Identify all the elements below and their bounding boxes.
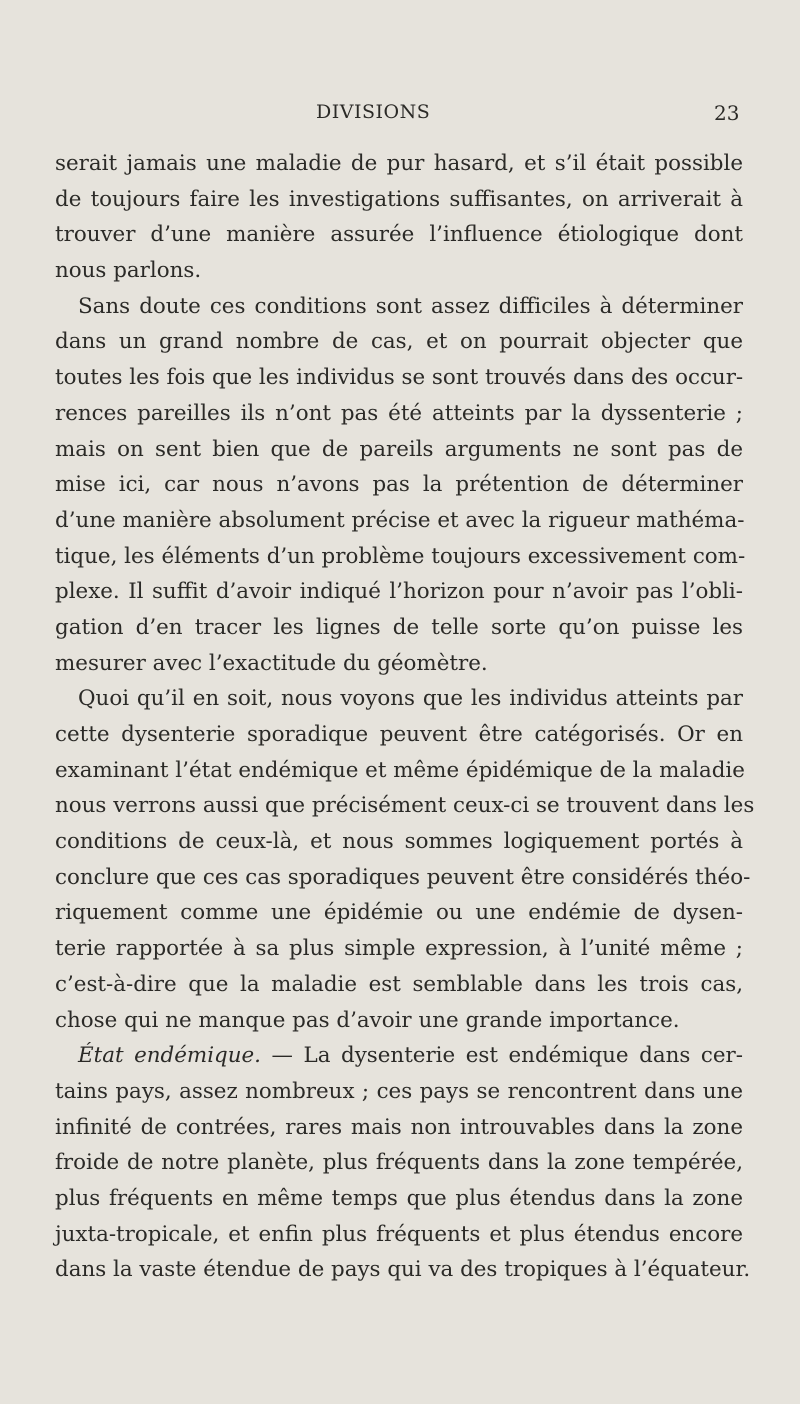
section-heading: État endémique. xyxy=(78,1043,261,1069)
page-number: 23 xyxy=(714,101,740,125)
text-line: infinité de contrées, rares mais non introuvables dans la zone xyxy=(55,1114,743,1140)
text-line: Sans doute ces conditions sont assez difficiles à déterminer xyxy=(78,293,743,319)
text-line: conclure que ces cas sporadiques peuvent être considérés théo- xyxy=(55,864,751,890)
text-line: dans la vaste étendue de pays qui va des tropiques à l’équateur. xyxy=(55,1257,751,1283)
text-line: froide de notre planète, plus fréquents dans la zone tempérée, xyxy=(55,1150,743,1176)
text-line: juxta-tropicale, et enfin plus fréquents et plus étendus encore xyxy=(55,1221,743,1247)
text-line: rences pareilles ils n’ont pas été atteints par la dyssenterie ; xyxy=(55,400,743,426)
text-line: c’est-à-dire que la maladie est semblable dans les trois cas, xyxy=(55,971,743,997)
text-line: d’une manière absolument précise et avec la rigueur mathéma- xyxy=(55,507,745,533)
text-line: de toujours faire les investigations suffisantes, on arriverait à xyxy=(55,186,743,212)
text-line: plus fréquents en même temps que plus étendus dans la zone xyxy=(55,1185,743,1211)
text-line: tains pays, assez nombreux ; ces pays se rencontrent dans une xyxy=(55,1078,743,1104)
text-line: toutes les fois que les individus se sont trouvés dans des occur- xyxy=(55,365,744,391)
text-line: examinant l’état endémique et même épidémique de la maladie xyxy=(55,757,745,783)
text-line: mais on sent bien que de pareils arguments ne sont pas de xyxy=(55,436,743,462)
text-line: tique, les éléments d’un problème toujours excessivement com- xyxy=(55,543,746,569)
text-line: Quoi qu’il en soit, nous voyons que les individus atteints par xyxy=(78,686,743,712)
text-line: serait jamais une maladie de pur hasard, et s’il était possible xyxy=(55,151,743,176)
body-text xyxy=(55,146,755,1288)
text-line: mesurer avec l’exactitude du géomètre. xyxy=(55,650,488,676)
text-line: cette dysenterie sporadique peuvent être catégorisés. Or en xyxy=(55,722,743,747)
text-line: plexe. Il suffit d’avoir indiqué l’horizon pour n’avoir pas l’obli- xyxy=(55,579,743,605)
text-line: chose qui ne manque pas d’avoir une grande importance. xyxy=(55,1007,680,1033)
text-line: nous verrons aussi que précisément ceux-ci se trouvent dans les xyxy=(55,793,755,819)
text-line-rest: — La dysenterie est endémique dans cer- xyxy=(271,1043,743,1069)
text-line: riquement comme une épidémie ou une endémie de dysen- xyxy=(55,900,743,926)
text-line: nous parlons. xyxy=(55,258,202,284)
text-line: gation d’en tracer les lignes de telle sorte qu’on puisse les xyxy=(55,614,743,640)
page-header xyxy=(0,101,800,131)
text-line: trouver d’une manière assurée l’influence étiologique dont xyxy=(55,222,743,248)
text-line: terie rapportée à sa plus simple expression, à l’unité même ; xyxy=(55,936,743,962)
running-head: DIVISIONS xyxy=(316,101,431,123)
text-line: dans un grand nombre de cas, et on pourrait objecter que xyxy=(55,329,743,355)
text-line: conditions de ceux-là, et nous sommes logiquement portés à xyxy=(55,829,743,855)
text-line xyxy=(55,1038,743,1074)
text-line: mise ici, car nous n’avons pas la prétention de déterminer xyxy=(55,472,743,498)
